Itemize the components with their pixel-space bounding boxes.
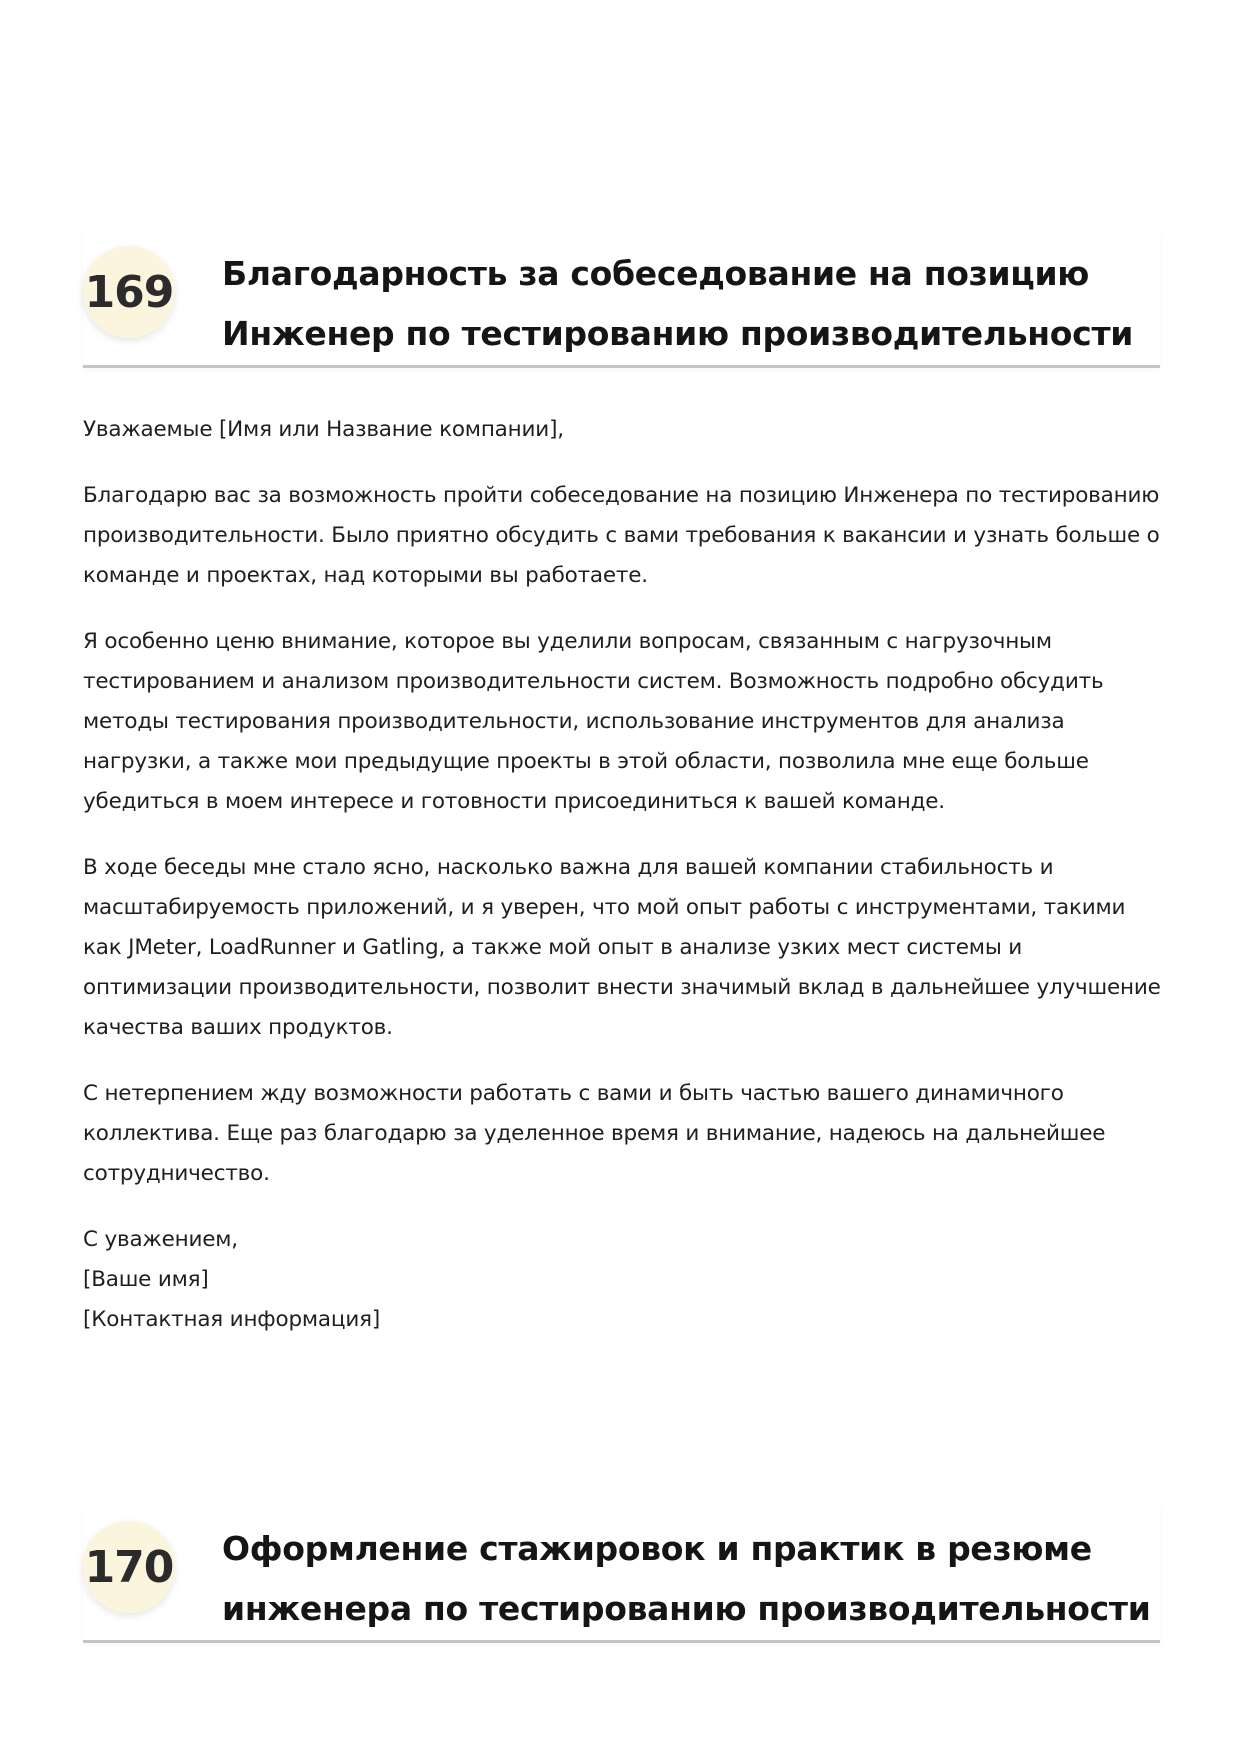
section-title-line-2: инженера по тестированию производительности bbox=[222, 1589, 1151, 1628]
name-placeholder: [Ваше имя] bbox=[83, 1267, 209, 1292]
letter-greeting: Уважаемые [Имя или Название компании], bbox=[83, 417, 564, 442]
section-title-line-2: Инженер по тестированию производительности bbox=[222, 314, 1134, 353]
section-header-170 bbox=[83, 1505, 1160, 1643]
contact-placeholder: [Контактная информация] bbox=[83, 1307, 381, 1332]
section-title bbox=[222, 1519, 1162, 1639]
section-title-line-1: Оформление стажировок и практик в резюме bbox=[222, 1529, 1092, 1568]
section-title bbox=[222, 244, 1162, 364]
letter-paragraph-2: Я особенно ценю внимание, которое вы уделили вопросам, связанным с нагрузочным тестированием и анализом производительности систем. Возможность подробно обсудить методы тестирования производительности, использование инструментов для анализа нагрузки, а также мои предыдущие проекты в этой области, позволила мне еще больше убедиться в моем интересе и готовности присоединиться к вашей команде. bbox=[83, 629, 1104, 814]
letter-closing bbox=[83, 1220, 1163, 1340]
letter-paragraph-1: Благодарю вас за возможность пройти собеседование на позицию Инженера по тестированию производительности. Было приятно обсудить с вами требования к вакансии и узнать больше о команде и проектах, над которыми вы работаете. bbox=[83, 483, 1160, 588]
sign-off: С уважением, bbox=[83, 1227, 238, 1252]
section-title-line-1: Благодарность за собеседование на позицию bbox=[222, 254, 1090, 293]
section-number-badge: 170 bbox=[83, 1521, 175, 1613]
letter-paragraph-3: В ходе беседы мне стало ясно, насколько важна для вашей компании стабильность и масштабируемость приложений, и я уверен, что мой опыт работы с инструментами, такими как JMeter, LoadRunner и Gatling, а также мой опыт в анализе узких мест системы и оптимизации производительности, позволит внести значимый вклад в дальнейшее улучшение качества ваших продуктов. bbox=[83, 855, 1161, 1040]
letter-body bbox=[83, 410, 1163, 1340]
section-header-169 bbox=[83, 230, 1160, 368]
letter-paragraph-4: С нетерпением жду возможности работать с вами и быть частью вашего динамичного коллектива. Еще раз благодарю за уделенное время и внимание, надеюсь на дальнейшее сотрудничество. bbox=[83, 1081, 1106, 1186]
section-number-badge: 169 bbox=[83, 246, 175, 338]
